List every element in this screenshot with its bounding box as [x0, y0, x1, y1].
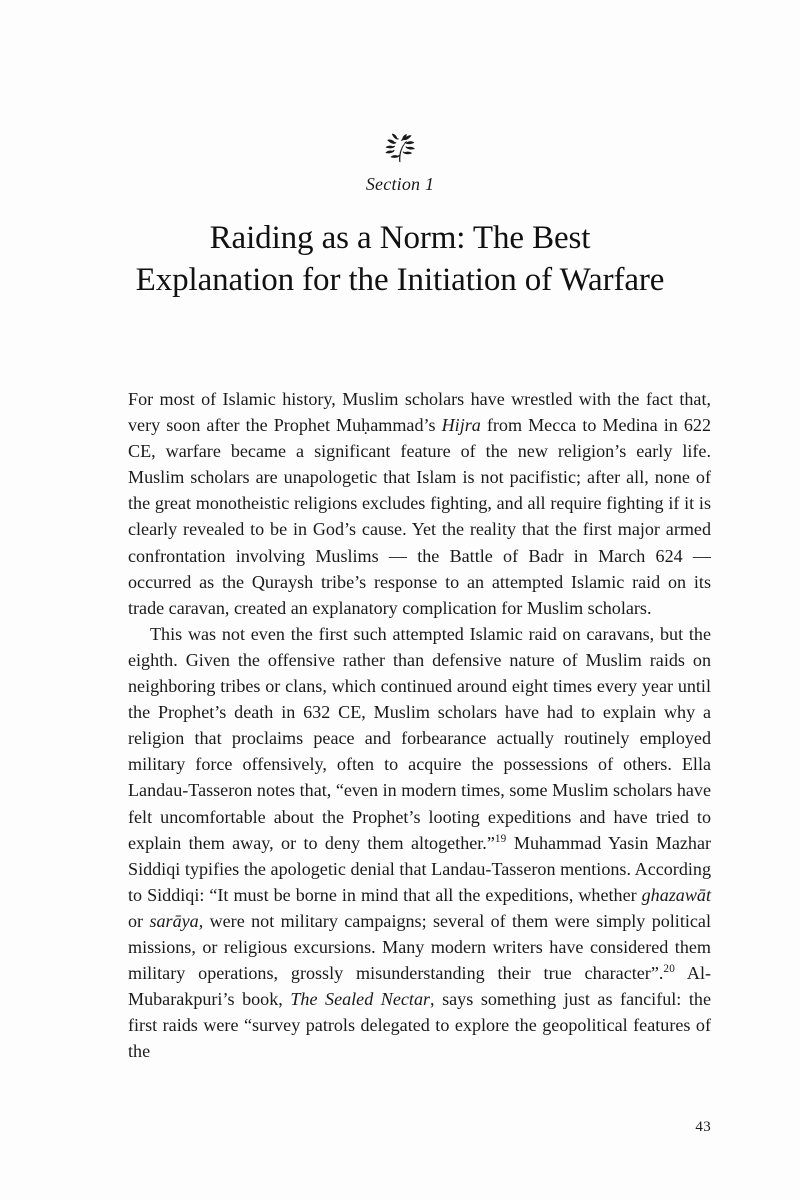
body-text	[128, 386, 711, 1064]
section-label: Section 1	[365, 174, 435, 194]
leaf-sprig-ornament	[380, 132, 420, 166]
italic-term: sarāya	[149, 910, 199, 931]
italic-term: ghazawāt	[641, 884, 711, 905]
footnote-marker[interactable]: 20	[663, 963, 676, 976]
footnote-marker[interactable]: 19	[494, 832, 507, 845]
italic-term: The Sealed Nectar	[290, 989, 431, 1010]
title-line-2: Explanation for the Initiation of Warfare	[135, 262, 665, 298]
title-line-1: Raiding as a Norm: The Best	[209, 220, 591, 256]
italic-term: Hijra	[441, 415, 481, 436]
page-number: 43	[695, 1119, 711, 1135]
paragraph: This was not even the first such attempted Islamic raid on caravans, but the eighth. Given the offensive rather than defensive nature of Muslim raids on neighboring tribes or clans, which continued around eight times every year until the Prophet’s death in 632 CE, Muslim scholars have had to explain why a religion that proclaims peace and forbearance actually routinely employed military force offensively, often to acquire the possessions of others. Ella Landau-Tasseron notes that, “even in modern times, some Muslim scholars have felt uncomfortable about the Prophet’s looting expeditions and have tried to explain them away, or to deny them altogether.”$^{19}$ Muhammad Yasin Mazhar Siddiqi typifies the apologetic denial that Landau-Tasseron mentions. According to Siddiqi: “It must be borne in mind that all the expeditions, whether ghazawāt or sarāya, were not military campaigns; several of them were simply political missions, or religious excursions. Many modern writers have considered them military operations, grossly misunderstanding their true character”.$^{20}$ Al-Mubarakpuri’s book, The Sealed Nectar, says something just as fanciful: the first raids were “survey patrols delegated to explore the geopolitical features of the	[128, 623, 711, 1062]
section-opener	[0, 0, 800, 301]
paragraph: For most of Islamic history, Muslim scholars have wrestled with the fact that, very soon after the Prophet Muḥammad’s Hijra from Mecca to Medina in 622 CE, warfare became a significant feature of the new religion’s early life. Muslim scholars are unapologetic that Islam is not pacifistic; after all, none of the great monotheistic religions excludes fighting, and all require fighting if it is clearly revealed to be in God’s cause. Yet the reality that the first major armed confrontation involving Muslims — the Battle of Badr in March 624 — occurred as the Quraysh tribe’s response to an attempted Islamic raid on its trade caravan, created an explanatory complication for Muslim scholars.	[128, 389, 711, 618]
page-title	[90, 217, 710, 301]
